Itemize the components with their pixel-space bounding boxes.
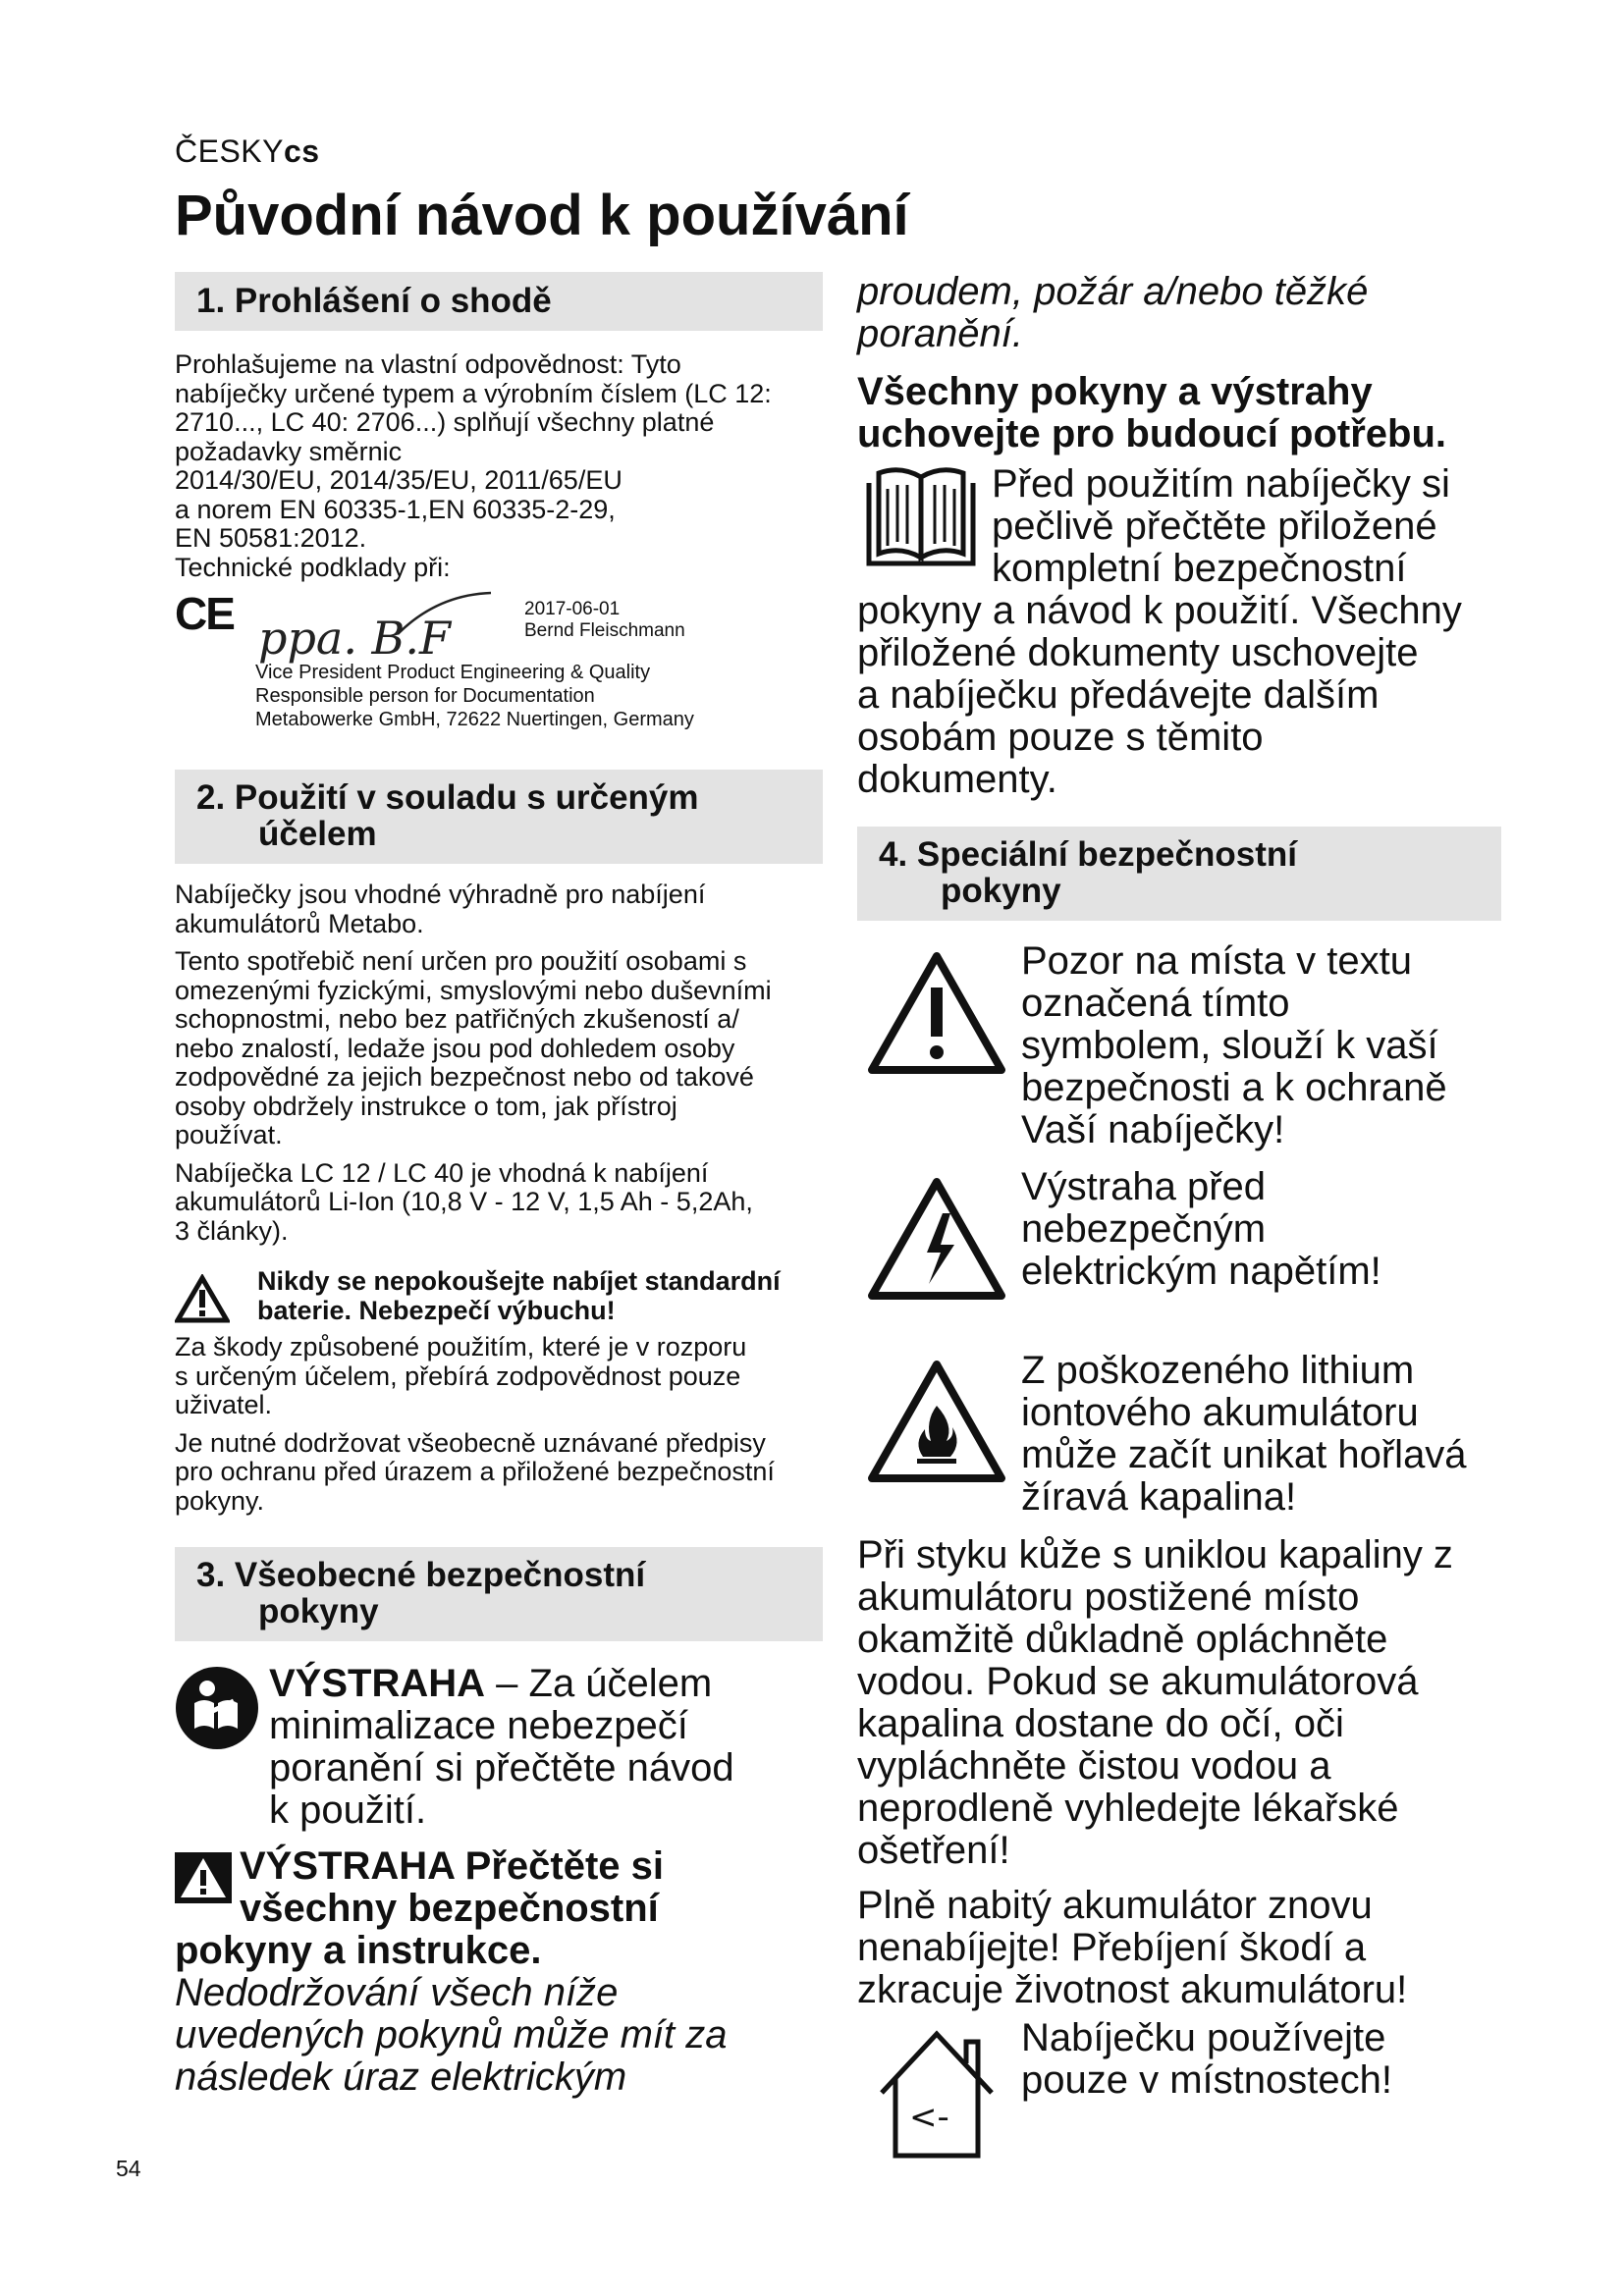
section-3-heading: 3. Všeobecné bezpečnostní pokyny (175, 1547, 823, 1641)
electric-warning-text: Výstraha před nebezpečným elektrickým napětím! (1021, 1165, 1381, 1293)
warning-read-all-line1: VÝSTRAHA Přečtěte si všechny bezpečnostní (240, 1844, 664, 1930)
warning-read-manual: VÝSTRAHA – Za účelem minimalizace nebezpečí poranění si přečtěte návod k použití. (269, 1662, 734, 1832)
indoor-use-text: Nabíječku používejte pouze v místnostech! (1021, 2016, 1392, 2102)
flammable-icon (864, 1357, 1009, 1486)
svg-text:ppa. B.F: ppa. B.F (258, 612, 451, 665)
warning-triangle-icon (175, 1274, 230, 1323)
page-title: Původní návod k používání (175, 184, 909, 247)
language-label: ČESKYcs (175, 133, 320, 169)
read-before-use: Před použitím nabíječky si pečlivě přečtěte přiložené kompletní bezpečnostní (992, 462, 1450, 590)
svg-text:<-: <- (909, 2098, 949, 2137)
overcharge-text: Plně nabitý akumulátor znovu nenabíjejte! Přebíjení škodí a zkracuje životnost akumulátoru! (857, 1884, 1408, 2011)
read-before-use-cont: pokyny a návod k použití. Všechny přiložené dokumenty uschovejte a nabíječku předávejte dalším osobám pouze s těmito dokumenty. (857, 589, 1462, 801)
section-4-heading: 4. Speciální bezpečnostní pokyny (857, 827, 1501, 921)
responsible-person: Vice President Product Engineering & Quality Responsible person for Documentation Metabowerke GmbH, 72622 Nuertingen, Germany (255, 662, 694, 730)
flammable-text: Z poškozeného lithium iontového akumulátoru může začít unikat hořlavá žíravá kapalina! (1021, 1349, 1467, 1519)
electric-shock-icon (864, 1174, 1009, 1304)
attention-text: Pozor na místa v textu označená tímto symbolem, slouží k vaší bezpečnosti a k ochraně Vaší nabíječky! (1021, 939, 1447, 1151)
page-number: 54 (116, 2156, 141, 2181)
declaration-text: Prohlašujeme na vlastní odpovědnost: Tyto nabíječky určené typem a výrobním číslem (LC 12: 2710..., LC 40: 2706...) splňují všechny platné požadavky směrnic 2014/30/EU, 2014/35/EU, 2011/65/EU a norem EN 60335-1,EN 60335-2-29, EN 50581:2012. Technické podklady při: (175, 349, 772, 582)
ce-mark: CE (175, 588, 234, 639)
intended-use-text: Nabíječky jsou vhodné výhradně pro nabíjení akumulátorů Metabo. Tento spotřebič není určen pro použití osobami s omezenými fyzickými, smyslovými nebo duševními schopnostmi, nebo bez patřičných zkušeností a/ nebo znalostí, ledaže jsou pod dohledem osoby zodpovědné za jejich bezpečnost nebo od takové osoby obdržely instrukce o tom, jak přístroj používat. Nabíječka LC 12 / LC 40 je vhodná k nabíjení akumulátorů Li-Ion (10,8 V - 12 V, 1,5 Ah - 5,2Ah, 3 články). (175, 880, 772, 1246)
read-manual-icon (175, 1666, 259, 1750)
signature-meta: 2017-06-01 Bernd Fleischmann (524, 599, 685, 641)
warning-read-all-cont: pokyny a instrukce. Nedodržování všech níže uvedených pokynů může mít za následek úraz elektrickým (175, 1929, 728, 2099)
warning-box-icon (175, 1852, 232, 1903)
indoor-use-house-icon (876, 2024, 998, 2162)
explosion-warning: Nikdy se nepokoušejte nabíjet standardní baterie. Nebezpečí výbuchu! (257, 1266, 781, 1325)
warning-continuation: proudem, požár a/nebo těžké poranění. (857, 270, 1369, 355)
section-2-heading: 2. Použití v souladu s určeným účelem (175, 770, 823, 864)
keep-instructions: Všechny pokyny a výstrahy uchovejte pro budoucí potřebu. (857, 370, 1446, 455)
liability-text: Za škody způsobené použitím, které je v rozporu s určeným účelem, přebírá zodpovědnost pouze uživatel. Je nutné dodržovat všeobecně uznávané předpisy pro ochranu před úrazem a přiložené bezpečnostní pokyny. (175, 1332, 775, 1516)
open-book-icon (861, 461, 981, 577)
skin-contact-text: Při styku kůže s uniklou kapaliny z akumulátoru postižené místo okamžitě důkladně opláchněte vodou. Pokud se akumulátorová kapalina dostane do očí, oči vypláchněte čistou vodou a neprodleně vyhledejte lékařské ošetření! (857, 1533, 1453, 1872)
attention-warning-icon (864, 948, 1009, 1078)
section-1-heading: 1. Prohlášení o shodě (175, 272, 823, 331)
